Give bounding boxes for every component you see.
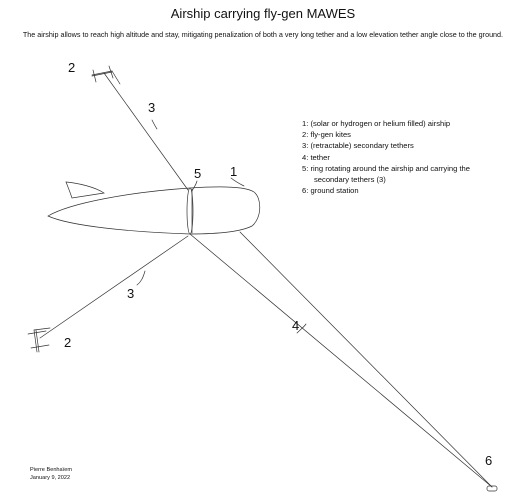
author-credit [30,466,72,482]
airship-hull [48,187,260,234]
callout-1: 1 [230,164,238,179]
callout-5: 5 [194,166,202,181]
secondary-tether-top [104,73,188,190]
legend-item-airship: 1: (solar or hydrogen or helium filled) airship [302,119,451,128]
fly-gen-kite-bottom [28,328,50,352]
fly-gen-kite-top [92,66,120,84]
legend-item-secondary-tethers: 3: (retractable) secondary tethers [302,141,414,151]
callout-leader-3-bottom [137,271,145,285]
diagram-subtitle: The airship allows to reach high altitude and stay, mitigating penalization of both a very long tether and a low elevation tether angle close to the ground. [22,30,504,39]
main-tether-line-b [240,232,492,487]
callout-leader-3-top [152,120,157,129]
legend [302,118,522,196]
callout-2-top: 2 [68,60,76,75]
legend-item-ground-station: 6: ground station [302,186,359,196]
legend-item-kites: 2: fly-gen kites [302,130,351,140]
legend-item-ring-continued: secondary tethers (3) [314,175,386,185]
airship-tail-fin [66,182,104,198]
legend-item-tether: 4: tether [302,152,330,162]
callout-2-bottom: 2 [64,335,72,350]
callout-3-bottom: 3 [127,286,135,301]
main-tether-line-a [190,234,492,487]
callout-6: 6 [485,453,493,468]
author-name: Pierre Benhaïem [30,467,72,473]
callout-4: 4 [292,318,300,333]
author-date: January 9, 2022 [30,475,71,481]
legend-item-ring: 5: ring rotating around the airship and carrying the [302,163,471,173]
callout-3-top: 3 [148,100,156,115]
secondary-tether-bottom [40,236,188,338]
diagram-title: Airship carrying fly-gen MAWES [170,6,356,21]
callout-leader-5 [192,181,197,191]
callout-leader-1 [231,178,244,186]
